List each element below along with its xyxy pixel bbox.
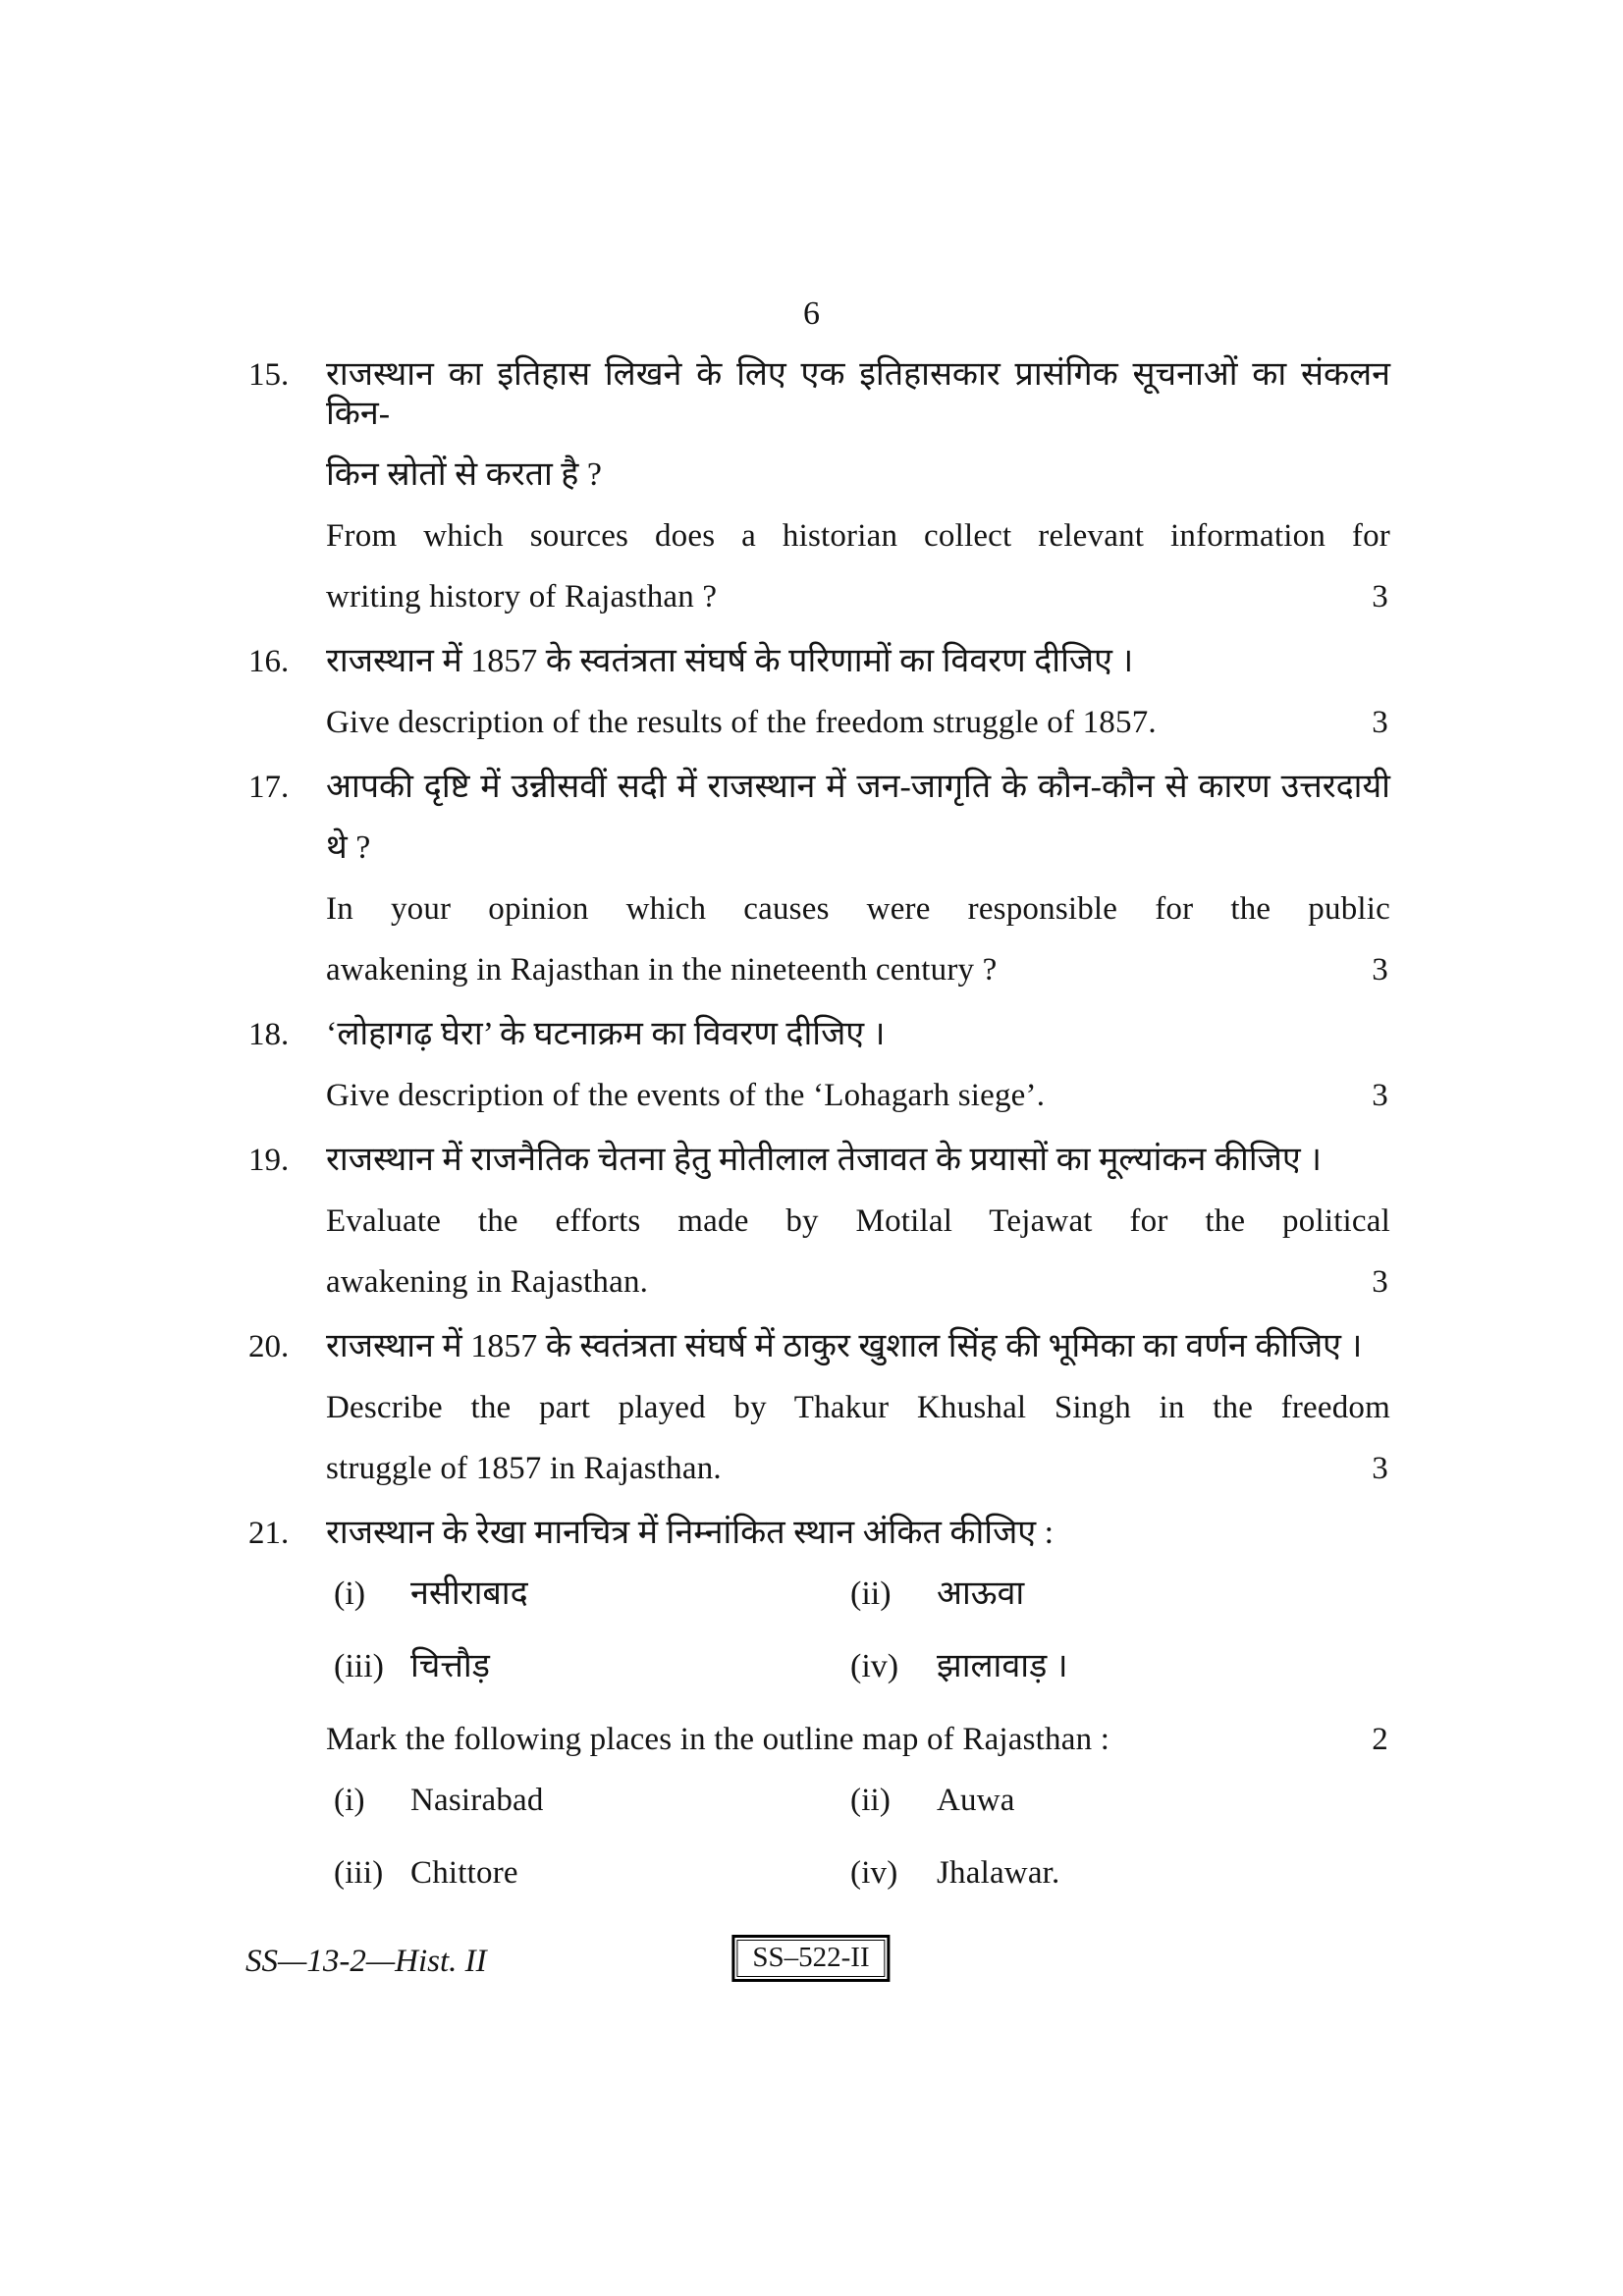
question-body [326, 1015, 1390, 1137]
question-hindi-line: ‘लोहागढ़ घेरा’ के घटनाक्रम का विवरण दीजिए । [326, 1016, 886, 1052]
question-hindi-line: किन स्रोतों से करता है ? [326, 456, 602, 493]
question-english-line [326, 703, 1390, 742]
question-17 [248, 768, 1390, 1011]
question-english-text: awakening in Rajasthan. [326, 1264, 649, 1300]
item-label: (i) [334, 1575, 366, 1612]
question-hindi-line: राजस्थान में राजनैतिक चेतना हेतु मोतीलाल तेजावत के प्रयासों का मूल्यांकन कीजिए । [326, 1142, 1323, 1178]
question-english-line: From which sources does a historian collect relevant information for [326, 518, 1390, 554]
question-21 [248, 1514, 1390, 1926]
question-body [326, 1141, 1390, 1323]
question-english-line: Evaluate the efforts made by Motilal Tejawat for the political [326, 1203, 1390, 1239]
question-number: 20. [248, 1329, 290, 1364]
item-label: (i) [334, 1783, 365, 1818]
question-number: 21. [248, 1516, 290, 1551]
marks-value: 3 [1372, 952, 1388, 988]
footer-booklet-code: SS–522-II [736, 1940, 885, 1977]
item-text: झालावाड़ । [937, 1648, 1068, 1684]
map-places-english-row [326, 1853, 1390, 1893]
map-places-hindi-row [326, 1647, 1390, 1686]
question-body [326, 355, 1390, 638]
question-hindi-line: राजस्थान में 1857 के स्वतंत्रता संघर्ष में ठाकुर खुशाल सिंह की भूमिका का वर्णन कीजिए । [326, 1328, 1363, 1364]
item-label: (iii) [334, 1648, 384, 1684]
question-body [326, 1327, 1390, 1510]
question-english-line [326, 1076, 1390, 1115]
question-hindi-line: आपकी दृष्टि में उन्नीसवीं सदी में राजस्थान में जन-जागृति के कौन-कौन से कारण उत्तरदायी [326, 769, 1390, 805]
map-places-hindi-row [326, 1575, 1390, 1614]
question-english-line: Describe the part played by Thakur Khushal Singh in the freedom [326, 1390, 1390, 1425]
page-number: 6 [803, 295, 820, 332]
marks-value: 3 [1372, 1078, 1388, 1113]
marks-value: 3 [1372, 1451, 1388, 1486]
question-hindi-line: राजस्थान में 1857 के स्वतंत्रता संघर्ष के परिणामों का विवरण दीजिए । [326, 643, 1134, 679]
question-body [326, 642, 1390, 764]
question-english-line [326, 577, 1390, 616]
question-hindi-line: राजस्थान के रेखा मानचित्र में निम्नांकित स्थान अंकित कीजिए : [326, 1515, 1055, 1551]
question-english-text: writing history of Rajasthan ? [326, 579, 718, 614]
question-18 [248, 1015, 1390, 1137]
marks-value: 3 [1372, 705, 1388, 740]
question-body [326, 768, 1390, 1011]
question-number: 16. [248, 644, 290, 679]
marks-value: 3 [1372, 579, 1388, 614]
question-english-line [326, 950, 1390, 989]
map-places-english-row [326, 1781, 1390, 1820]
question-16 [248, 642, 1390, 764]
item-text: Auwa [937, 1783, 1015, 1818]
item-text: चित्तौड़ [410, 1648, 490, 1684]
item-label: (iv) [850, 1648, 899, 1684]
question-english-text: Mark the following places in the outline map of Rajasthan : [326, 1722, 1110, 1757]
item-text: नसीराबाद [410, 1575, 528, 1612]
question-english-line [326, 1720, 1390, 1759]
footer-paper-code: SS—13-2—Hist. II [245, 1944, 487, 1979]
question-english-text: Give description of the results of the freedom struggle of 1857. [326, 705, 1157, 740]
item-text: Chittore [410, 1855, 518, 1891]
item-text: आऊवा [937, 1575, 1025, 1612]
question-english-line [326, 1262, 1390, 1302]
question-number: 17. [248, 770, 290, 805]
question-english-text: struggle of 1857 in Rajasthan. [326, 1451, 722, 1486]
question-15 [248, 355, 1390, 638]
question-hindi-line: राजस्थान का इतिहास लिखने के लिए एक इतिहासकार प्रासंगिक सूचनाओं का संकलन किन- [326, 356, 1390, 432]
question-english-line [326, 1449, 1390, 1488]
item-text: Nasirabad [410, 1783, 544, 1818]
question-hindi-line: थे ? [326, 829, 371, 866]
question-english-text: awakening in Rajasthan in the nineteenth century ? [326, 952, 998, 988]
question-19 [248, 1141, 1390, 1323]
question-english-text: Give description of the events of the ‘Lohagarh siege’. [326, 1078, 1046, 1113]
item-label: (ii) [850, 1783, 892, 1818]
questions-area [248, 355, 1390, 1930]
marks-value: 3 [1372, 1264, 1388, 1300]
marks-value: 2 [1372, 1722, 1388, 1757]
item-label: (iv) [850, 1855, 898, 1891]
question-20 [248, 1327, 1390, 1510]
question-number: 19. [248, 1143, 290, 1178]
item-label: (ii) [850, 1575, 892, 1612]
question-english-line: In your opinion which causes were responsible for the public [326, 891, 1390, 927]
question-number: 18. [248, 1017, 290, 1052]
item-text: Jhalawar. [937, 1855, 1060, 1891]
item-label: (iii) [334, 1855, 384, 1891]
question-body [326, 1514, 1390, 1926]
question-number: 15. [248, 357, 290, 393]
